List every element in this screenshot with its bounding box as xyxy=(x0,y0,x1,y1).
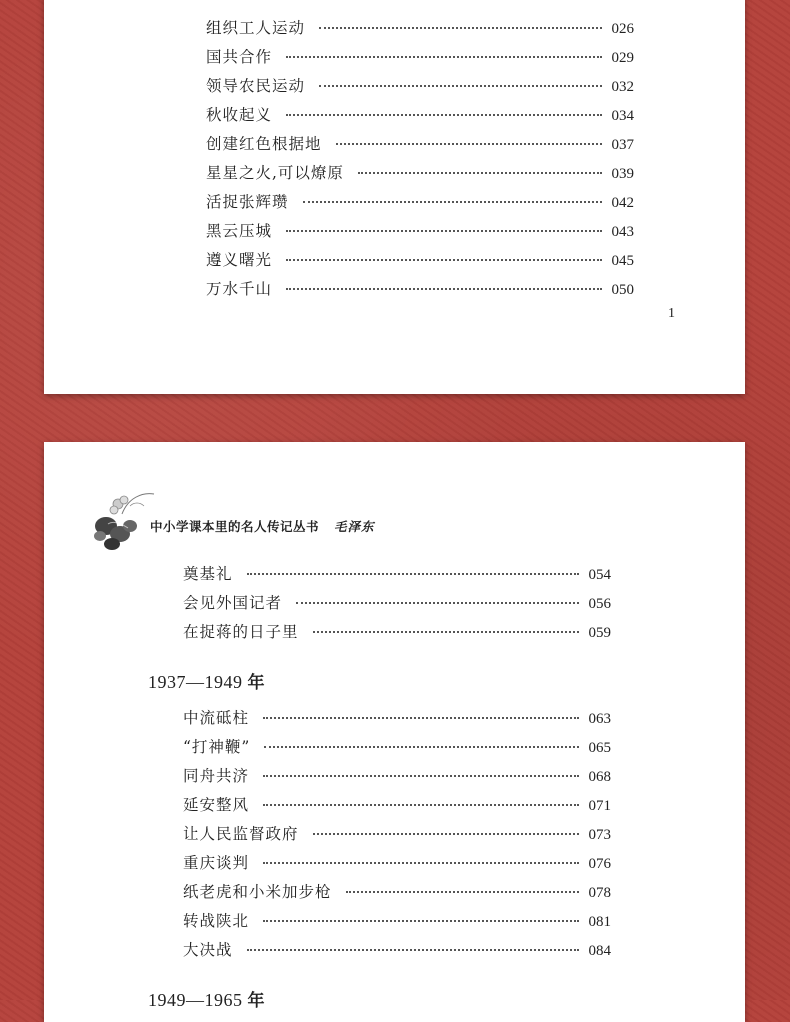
toc-entry[interactable] xyxy=(183,706,611,728)
toc-entry-title: 黑云压城 xyxy=(206,222,273,240)
section-year-char: 年 xyxy=(247,991,265,1011)
book-subject: 毛泽东 xyxy=(334,519,375,534)
toc-entry[interactable] xyxy=(183,591,611,613)
toc-entry-page: 054 xyxy=(588,567,611,583)
ink-flower-logo-icon xyxy=(92,484,156,556)
toc-dot-leader xyxy=(263,803,578,806)
toc-dot-leader xyxy=(346,890,579,893)
toc-entry-title: 国共合作 xyxy=(206,48,273,66)
toc-entry-title: 在捉蒋的日子里 xyxy=(183,623,299,641)
toc-dot-leader xyxy=(264,745,578,748)
toc-dot-leader xyxy=(286,113,601,116)
toc-entry-page: 037 xyxy=(611,137,634,153)
toc-entry-title: 创建红色根据地 xyxy=(206,135,322,153)
toc-entry[interactable] xyxy=(206,161,634,183)
toc-entry[interactable] xyxy=(206,219,634,241)
toc-dot-leader xyxy=(358,171,602,174)
toc-entry-title: 转战陕北 xyxy=(183,912,250,930)
toc-entry-page: 084 xyxy=(588,943,611,959)
toc-list xyxy=(183,706,611,966)
toc-entry-page: 076 xyxy=(588,856,611,872)
toc-entry[interactable] xyxy=(183,938,611,960)
toc-entry-page: 078 xyxy=(588,885,611,901)
toc-list xyxy=(206,8,634,298)
toc-entry-page: 059 xyxy=(588,625,611,641)
toc-entry-title: 领导农民运动 xyxy=(206,77,306,95)
toc-entry-title: 会见外国记者 xyxy=(183,594,283,612)
toc-entry-page: 029 xyxy=(611,50,634,66)
toc-entry-page: 045 xyxy=(611,253,634,269)
toc-entry-page: 063 xyxy=(588,711,611,727)
section-heading-1937 xyxy=(148,668,265,693)
toc-dot-leader xyxy=(319,84,601,87)
toc-dot-leader xyxy=(247,572,579,575)
toc-page-lower xyxy=(44,442,745,1022)
toc-entry[interactable] xyxy=(206,248,634,270)
toc-entry-page: 043 xyxy=(611,224,634,240)
toc-dot-leader xyxy=(303,200,602,203)
series-title: 中小学课本里的名人传记丛书 xyxy=(150,519,320,534)
toc-entry[interactable] xyxy=(206,45,634,67)
toc-entry-page: 032 xyxy=(611,79,634,95)
toc-entry[interactable] xyxy=(183,880,611,902)
toc-entry[interactable] xyxy=(183,822,611,844)
toc-entry[interactable] xyxy=(206,16,634,38)
toc-entry[interactable] xyxy=(183,562,611,584)
section-years: 1949—1965 xyxy=(148,990,243,1010)
toc-entry-title: 重庆谈判 xyxy=(183,854,250,872)
toc-entry-page: 026 xyxy=(611,21,634,37)
toc-dot-leader xyxy=(286,229,601,232)
toc-entry-title: 星星之火,可以燎原 xyxy=(206,164,344,182)
toc-dot-leader xyxy=(286,287,601,290)
toc-entry-title: 万水千山 xyxy=(206,280,273,298)
toc-dot-leader xyxy=(286,258,601,261)
toc-dot-leader xyxy=(247,948,579,951)
toc-entry-title: 大决战 xyxy=(183,941,233,959)
toc-dot-leader xyxy=(263,774,578,777)
toc-entry[interactable] xyxy=(206,74,634,96)
toc-entry-title: “打神鞭” xyxy=(183,738,251,756)
toc-entry-page: 042 xyxy=(611,195,634,211)
section-heading-1949 xyxy=(148,986,265,1011)
toc-entry[interactable] xyxy=(206,103,634,125)
toc-dot-leader xyxy=(286,55,601,58)
toc-entry-title: 同舟共济 xyxy=(183,767,250,785)
toc-dot-leader xyxy=(319,26,601,29)
toc-dot-leader xyxy=(313,630,579,633)
toc-entry[interactable] xyxy=(183,909,611,931)
toc-entry[interactable] xyxy=(206,190,634,212)
toc-entry-page: 081 xyxy=(588,914,611,930)
toc-list xyxy=(183,562,611,652)
toc-entry[interactable] xyxy=(183,851,611,873)
toc-entry[interactable] xyxy=(183,793,611,815)
toc-entry-page: 034 xyxy=(611,108,634,124)
toc-entry[interactable] xyxy=(206,277,634,299)
toc-entry-page: 056 xyxy=(588,596,611,612)
toc-entry-page: 039 xyxy=(611,166,634,182)
toc-entry-page: 065 xyxy=(588,740,611,756)
toc-entry-title: 秋收起义 xyxy=(206,106,273,124)
toc-entry-title: 延安整风 xyxy=(183,796,250,814)
page-number: 1 xyxy=(668,306,675,321)
toc-entry-title: 中流砥柱 xyxy=(183,709,250,727)
toc-entry-page: 068 xyxy=(588,769,611,785)
toc-entry[interactable] xyxy=(183,735,611,757)
toc-entry-title: 活捉张辉瓒 xyxy=(206,193,289,211)
toc-entry-title: 奠基礼 xyxy=(183,565,233,583)
toc-entry-title: 纸老虎和小米加步枪 xyxy=(183,883,332,901)
toc-dot-leader xyxy=(263,716,578,719)
toc-entry[interactable] xyxy=(206,132,634,154)
toc-entry-page: 050 xyxy=(611,282,634,298)
section-year-char: 年 xyxy=(247,673,265,693)
toc-dot-leader xyxy=(336,142,602,145)
toc-dot-leader xyxy=(313,832,579,835)
toc-page-upper xyxy=(44,0,745,394)
toc-entry[interactable] xyxy=(183,764,611,786)
toc-entry[interactable] xyxy=(183,620,611,642)
section-years: 1937—1949 xyxy=(148,672,243,692)
toc-entry-page: 073 xyxy=(588,827,611,843)
toc-entry-title: 让人民监督政府 xyxy=(183,825,299,843)
toc-dot-leader xyxy=(263,861,578,864)
running-header xyxy=(92,484,412,556)
toc-entry-title: 组织工人运动 xyxy=(206,19,306,37)
toc-dot-leader xyxy=(263,919,578,922)
toc-entry-title: 遵义曙光 xyxy=(206,251,273,269)
toc-dot-leader xyxy=(296,601,578,604)
toc-entry-page: 071 xyxy=(588,798,611,814)
